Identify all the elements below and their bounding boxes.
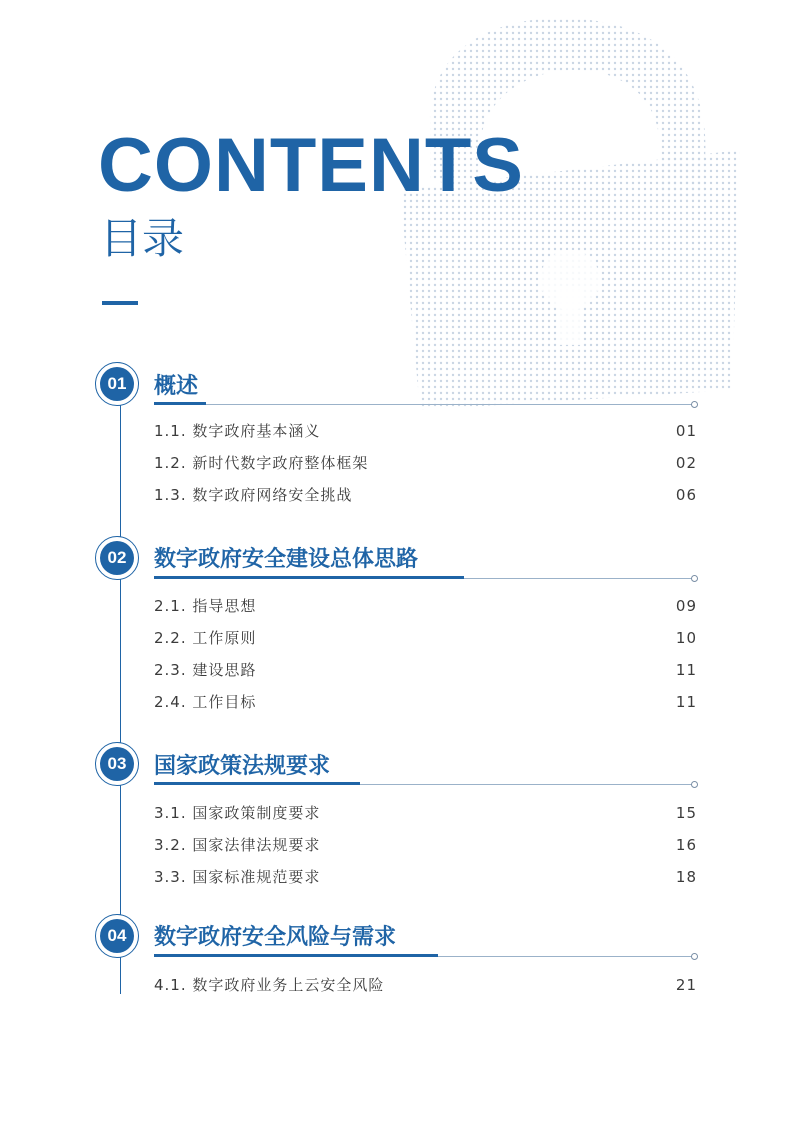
- padlock-dots-icon: [360, 0, 793, 420]
- toc-entry[interactable]: [154, 595, 697, 617]
- entry-page: 11: [675, 661, 697, 679]
- entry-page: 01: [675, 422, 697, 440]
- entry-page: 11: [675, 693, 697, 711]
- entry-page: 10: [675, 629, 697, 647]
- section-rule-end: [691, 575, 698, 582]
- toc-entry[interactable]: [154, 834, 697, 856]
- section-badge: [95, 536, 139, 580]
- section-number: 04: [100, 919, 134, 953]
- toc-entry[interactable]: [154, 691, 697, 713]
- section-underline: [154, 782, 360, 785]
- entry-page: 16: [675, 836, 697, 854]
- section-title[interactable]: 数字政府安全建设总体思路: [154, 547, 419, 572]
- section-title[interactable]: 数字政府安全风险与需求: [154, 925, 397, 950]
- entry-label: 4.1. 数字政府业务上云安全风险: [154, 976, 385, 994]
- section-rule-end: [691, 953, 698, 960]
- section-badge: [95, 914, 139, 958]
- section-rule: [438, 956, 692, 957]
- entry-label: 2.4. 工作目标: [154, 693, 257, 711]
- toc-entry[interactable]: [154, 484, 697, 506]
- toc-entry[interactable]: [154, 420, 697, 442]
- section-title[interactable]: 概述: [154, 374, 199, 399]
- toc-entry[interactable]: [154, 802, 697, 824]
- entry-label: 3.1. 国家政策制度要求: [154, 804, 321, 822]
- toc-entry[interactable]: [154, 452, 697, 474]
- entry-label: 2.3. 建设思路: [154, 661, 257, 679]
- page-subtitle: 目录: [100, 214, 185, 263]
- title-divider: [102, 301, 138, 305]
- section-underline: [154, 402, 206, 405]
- entry-label: 1.3. 数字政府网络安全挑战: [154, 486, 353, 504]
- section-underline: [154, 954, 438, 957]
- entry-page: 18: [675, 868, 697, 886]
- section-badge: [95, 362, 139, 406]
- entry-label: 1.2. 新时代数字政府整体框架: [154, 454, 369, 472]
- entry-label: 1.1. 数字政府基本涵义: [154, 422, 321, 440]
- entry-page: 06: [675, 486, 697, 504]
- timeline-line: [120, 392, 121, 994]
- section-number: 01: [100, 367, 134, 401]
- page-title: CONTENTS: [98, 123, 524, 208]
- entry-page: 21: [675, 976, 697, 994]
- section-rule-end: [691, 781, 698, 788]
- toc-entry[interactable]: [154, 659, 697, 681]
- section-underline: [154, 576, 464, 579]
- section-rule: [206, 404, 692, 405]
- entry-page: 15: [675, 804, 697, 822]
- section-number: 02: [100, 541, 134, 575]
- section-number: 03: [100, 747, 134, 781]
- entry-page: 09: [675, 597, 697, 615]
- entry-label: 3.2. 国家法律法规要求: [154, 836, 321, 854]
- toc-entry[interactable]: [154, 627, 697, 649]
- section-rule: [360, 784, 692, 785]
- toc-entry[interactable]: [154, 974, 697, 996]
- toc-entry[interactable]: [154, 866, 697, 888]
- section-title[interactable]: 国家政策法规要求: [154, 754, 331, 779]
- section-badge: [95, 742, 139, 786]
- section-rule: [464, 578, 692, 579]
- entry-label: 3.3. 国家标准规范要求: [154, 868, 321, 886]
- entry-label: 2.1. 指导思想: [154, 597, 257, 615]
- entry-page: 02: [675, 454, 697, 472]
- section-rule-end: [691, 401, 698, 408]
- entry-label: 2.2. 工作原则: [154, 629, 257, 647]
